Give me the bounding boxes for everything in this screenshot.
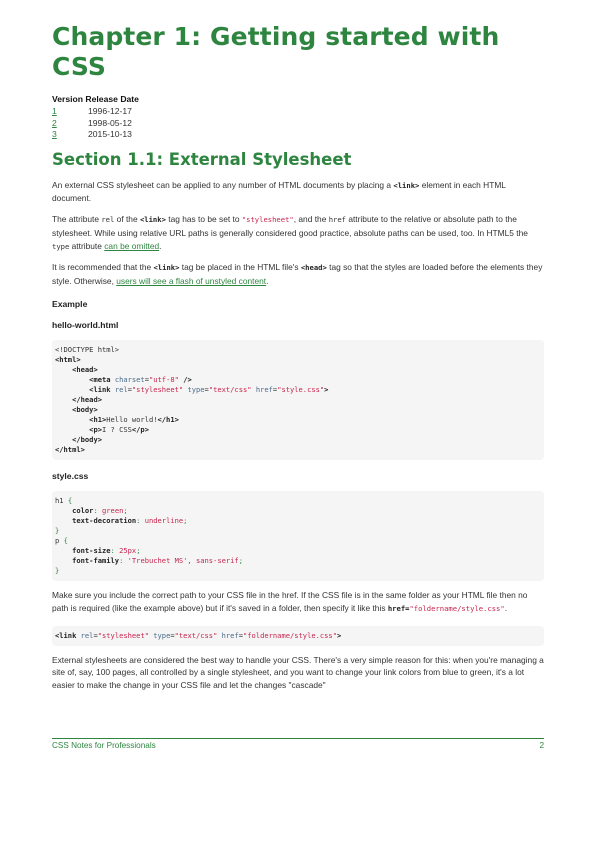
code-token: href [221,630,239,640]
version-row [52,129,544,141]
version-row [52,106,544,118]
page-content [52,22,544,692]
version-link[interactable]: 2 [52,117,57,128]
code-token: rel [114,385,128,395]
code-token: /> [183,375,192,385]
inline-code: <link> [153,263,180,273]
code-line: </html> [55,445,85,455]
css-value: 'Trebuchet MS', sans-serif [127,556,239,566]
text: element in each HTML document. [52,179,506,204]
text: . [504,602,508,613]
version-row [52,118,544,130]
code-token: "text/css" [208,385,252,395]
css-property: color [72,506,94,516]
page-footer [52,738,544,750]
code-token: <link [55,630,77,640]
version-table-header: Version Release Date [52,94,139,104]
code-token: "foldername/style.css" [243,630,337,640]
text: tag so that the styles are loaded before the elements they style. Otherwise, [52,262,543,287]
css-value: underline [144,516,184,526]
inline-code: href [328,215,346,225]
unstyled-content-link[interactable]: users will see a flash of unstyled content [116,276,267,287]
code-token: rel [80,630,94,640]
text: An external CSS stylesheet can be applied to any number of HTML documents by placing a [52,179,394,190]
inline-code: "stylesheet" [241,215,294,225]
code-token: type [153,630,171,640]
code-token: href [255,385,273,395]
link-code-block: <link rel="stylesheet" type="text/css" href="foldername/style.css"> [52,626,544,646]
text: , and the [293,214,329,225]
code-token: <h1> [89,415,107,425]
css-selector: p [55,536,60,546]
css-code-block: h1 { color: green; text-decoration: underline; } p { font-size: 25px; font-family: 'Trebuchet MS', sans-serif; } [52,491,544,581]
code-token: <link [89,385,111,395]
code-token: type [187,385,205,395]
footer-title: CSS Notes for Professionals [52,741,156,750]
code-token: Hello world! [106,415,158,425]
code-line: <head> [72,365,98,375]
text: attribute to the relative or absolute path to the stylesheet. While using relative URL paths is generally considered good practice, absolute paths can be used, too. In HTML5 the [52,214,528,238]
text: It is recommended that the [52,262,154,273]
code-line: <body> [72,405,98,415]
inline-code: <head> [300,263,327,273]
text: attribute [69,240,105,251]
code-line: </head> [72,395,102,405]
code-line: </body> [72,435,102,445]
inline-code: <link> [393,180,420,190]
paragraph-cascade: External stylesheets are considered the best way to handle your CSS. There's a very simple reason for this: when you're managing a site of, say, 100 pages, all controlled by a single stylesheet, and you want to change your link colors from blue to green, it's a lot easier to make the change in your CSS file and let the changes "cascade" [52,654,544,691]
file-label-html: hello-world.html [52,320,119,331]
text: Make sure you include the correct path to your CSS file in the href. If the CSS file is in the same folder as your HTML file then no path is required (like the example above) but if it's saved in a folder, then specify it like this [52,590,528,613]
inline-code: "foldername/style.css" [409,603,505,613]
code-token: <meta [89,375,111,385]
inline-code: href= [387,603,410,613]
code-token: "utf-8" [149,375,179,385]
section-title: Section 1.1: External Stylesheet [52,149,352,169]
css-property: text-decoration [72,516,137,526]
html-code-block: <!DOCTYPE html> <html> <head> <meta charset="utf-8" /> <link rel="stylesheet" type="text/css" href="style.css"> </head> <body> <h1>Hello world!</h1> <p>I ? CSS</p> </body> </html> [52,340,544,460]
css-property: font-size [72,546,111,556]
code-token: "style.css" [277,385,325,395]
paragraph-path [52,589,544,616]
version-table [52,94,544,141]
code-token: "stylesheet" [131,385,184,395]
inline-code: rel [101,215,115,225]
code-token: > [324,385,329,395]
paragraph-placement [52,261,544,288]
code-token: "text/css" [174,630,218,640]
text: . [266,276,269,287]
code-token: <p> [89,425,102,435]
css-selector: h1 [55,496,64,506]
text: tag has to be set to [165,214,242,225]
code-token: > [336,630,342,640]
text: . [159,240,162,251]
release-date: 2015-10-13 [88,129,132,139]
example-label: Example [52,299,88,310]
chapter-title: Chapter 1: Getting started with CSS [52,22,500,81]
code-line: <!DOCTYPE html> [55,345,120,355]
text: tag be placed in the HTML file's [179,262,301,273]
css-value: 25px [119,546,137,556]
css-property: font-family [72,556,120,566]
text: The attribute [52,214,102,225]
code-token: I ? CSS [101,425,132,435]
can-be-omitted-link[interactable]: can be omitted [104,240,160,251]
code-token: charset [114,375,145,385]
code-token: "stylesheet" [97,630,149,640]
code-token: </h1> [157,415,179,425]
code-token: </p> [131,425,149,435]
paragraph-intro [52,179,544,206]
page-number: 2 [539,741,544,750]
inline-code: type [52,241,70,251]
version-link[interactable]: 1 [52,106,57,116]
file-label-css: style.css [52,471,89,482]
text: of the [114,214,140,225]
code-line: <html> [55,355,81,365]
release-date: 1998-05-12 [88,117,132,128]
release-date: 1996-12-17 [88,106,132,116]
inline-code: <link> [139,215,166,225]
paragraph-attributes [52,213,544,253]
version-link[interactable]: 3 [52,129,57,139]
css-value: green [102,506,124,516]
